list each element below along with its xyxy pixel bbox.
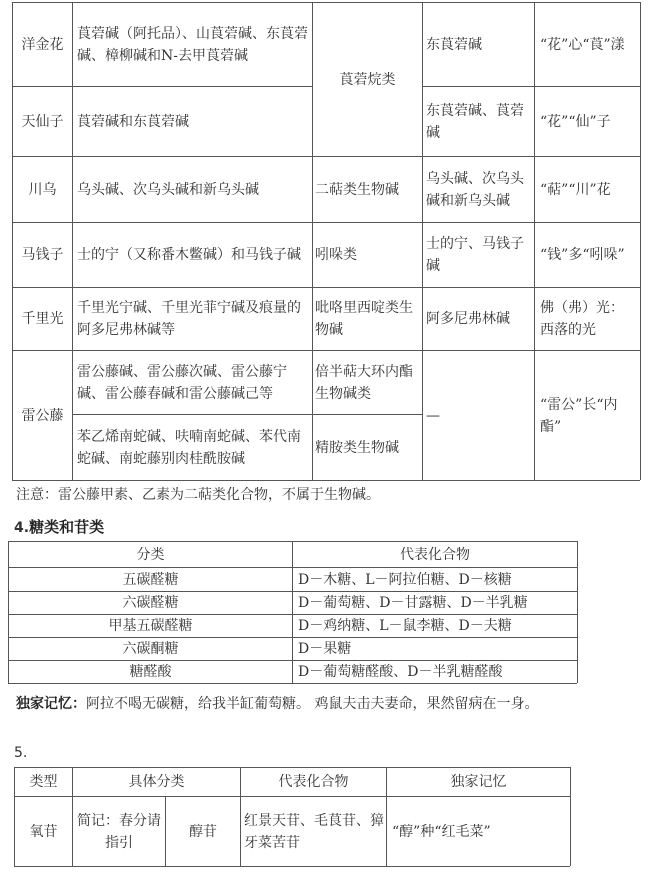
column-header: 类型 [29,774,58,790]
memory-tip: “雷公”长“内酯” [540,396,618,435]
sugar-class: 六碳酮糖 [122,641,179,657]
memory-label: 独家记忆： [16,696,86,712]
memory-tip: “花”“仙”子 [540,113,611,130]
glycoside-subtype: 醇苷 [189,823,217,840]
section-number: 5. [14,745,28,761]
plant-name: 雷公藤 [21,407,64,424]
sugar-examples: D－鸡纳糖、L－鼠李糖、D－夫糖 [298,618,512,634]
alkaloid-list: 莨菪碱（阿托品）、山莨菪碱、东莨菪碱、樟柳碱和N-去甲莨菪碱 [77,25,308,64]
sugar-examples: D－葡萄糖、D－甘露糖、D－半乳糖 [298,595,528,611]
plant-name: 天仙子 [21,113,64,130]
alkaloid-list: 莨菪碱和东莨菪碱 [77,113,189,130]
memory-paragraph [16,688,576,720]
memory-tip: “醇”种“红毛菜” [392,823,491,840]
alkaloid-category: 精胺类生物碱 [315,439,399,456]
alkaloid-category: 莨菪烷类 [339,71,396,88]
alkaloid-category: 倍半萜大环内酯生物碱类 [315,363,413,402]
section-heading [14,516,104,539]
sugar-examples: D－木糖、L－阿拉伯糖、D－核糖 [298,571,512,588]
memory-tip: “花”心“莨”漾 [540,36,625,53]
sugar-examples: D－果糖 [298,641,352,657]
memory-tip: 佛（弗）光：西落的光 [540,300,624,338]
column-header: 分类 [136,546,165,563]
sugar-class: 糖醛酸 [129,664,172,680]
alkaloid-list: 乌头碱、次乌头碱和新乌头碱 [77,181,259,198]
alkaloid-list: 士的宁（又称番木鳖碱）和马钱子碱 [77,247,301,263]
glycoside-type: 氧苷 [29,823,58,840]
column-header: 代表化合物 [278,774,349,790]
sugar-class: 五碳醛糖 [122,571,179,588]
memory-tip: “钱”多“吲哚” [540,247,625,263]
alkaloid-category: 吲哚类 [315,247,357,263]
column-header: 独家记忆 [450,774,507,790]
memory-tip: “萜”“川”花 [540,181,611,198]
sugar-class: 六碳醛糖 [122,595,179,611]
alkaloid-list: 雷公藤碱、雷公藤次碱、雷公藤宁碱、雷公藤春碱和雷公藤碱己等 [77,363,287,402]
column-header: 代表化合物 [400,546,470,563]
alkaloid-list: 千里光宁碱、千里光菲宁碱及痕量的阿多尼弗林碱等 [77,300,301,338]
alkaloid-category: 二萜类生物碱 [315,181,399,198]
note-text: 注意：雷公藤甲素、乙素为二萜类化合物，不属于生物碱。 [16,487,380,503]
marker-compound: 阿多尼弗林碱 [426,311,510,327]
marker-compound: 乌头碱、次乌头碱和新乌头碱 [426,170,524,209]
sugar-examples: D－葡萄糖醛酸、D－半乳糖醛酸 [298,664,503,680]
section-number: 4. [14,520,30,536]
plant-name: 马钱子 [21,247,64,263]
alkaloid-list: 苯乙烯南蛇碱、呋喃南蛇碱、苯代南蛇碱、南蛇藤别肉桂酰胺碱 [77,428,301,467]
alkaloid-category: 吡咯里西啶类生物碱 [315,300,413,338]
marker-compound: 士的宁、马钱子碱 [426,236,524,274]
glycoside-examples: 红景天苷、毛茛苷、獐牙菜苦苷 [244,812,384,851]
marker-compound: — [426,407,440,424]
plant-name: 川乌 [28,181,57,198]
plant-name: 洋金花 [21,36,64,53]
mnemonic-note: 简记：春分请指引 [77,812,161,851]
marker-compound: 东莨菪碱、莨菪碱 [426,102,524,141]
plant-name: 千里光 [21,311,64,327]
marker-compound: 东莨菪碱 [426,36,482,53]
column-header: 具体分类 [128,774,185,790]
memory-text: 阿拉不喝无碳糖，给我半缸葡萄糖。 鸡鼠夫击夫妻命，果然留病在一身。 [86,696,539,712]
section-title: 糖类和苷类 [29,518,105,536]
sugar-class: 甲基五碳醛糖 [108,618,193,634]
